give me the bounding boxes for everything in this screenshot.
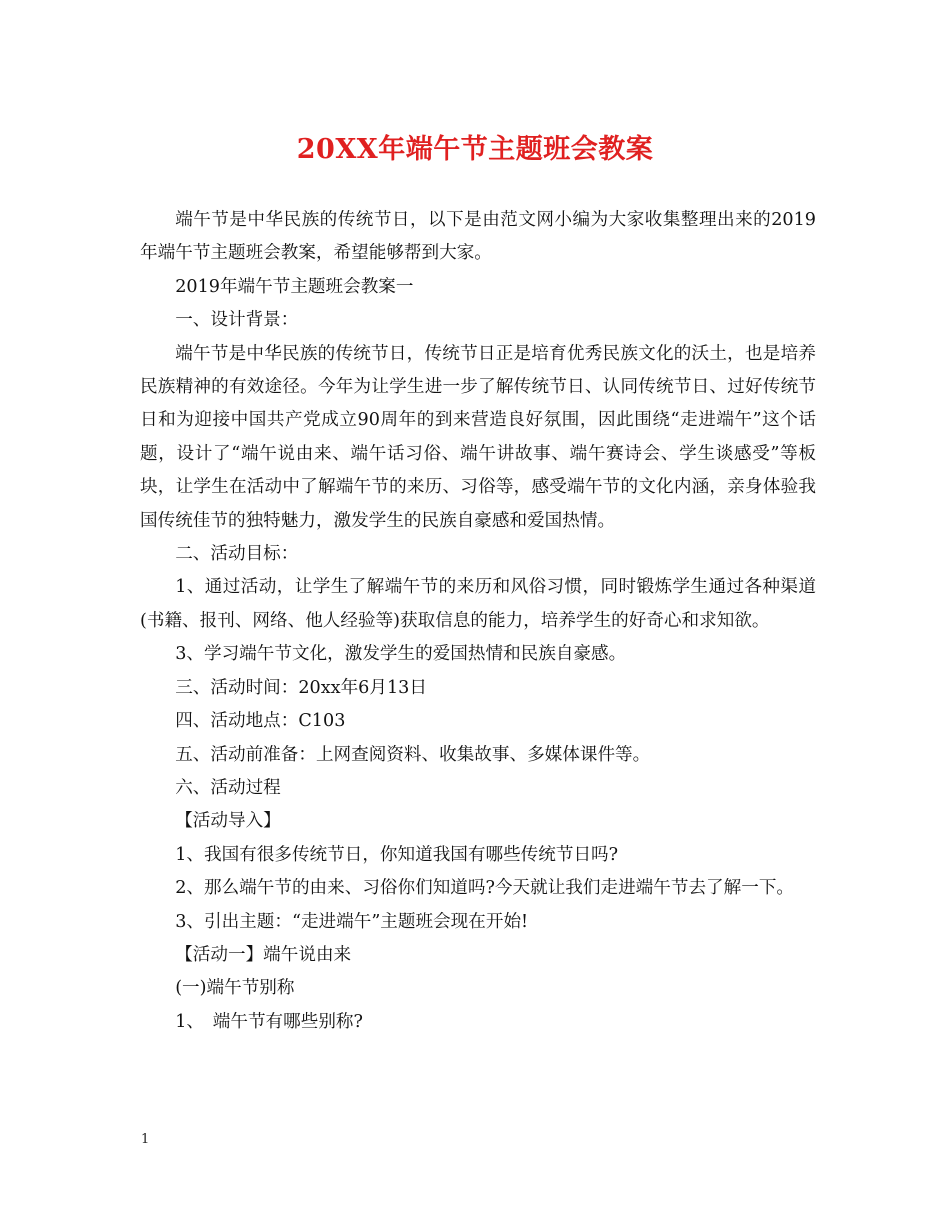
paragraph: 3、引出主题：“走进端午”主题班会现在开始! [175, 911, 529, 932]
paragraph: 六、活动过程 [175, 777, 281, 798]
paragraph: 四、活动地点：C103 [175, 711, 346, 732]
paragraph: (一)端午节别称 [175, 978, 295, 999]
paragraph: 3、学习端午节文化，激发学生的爱国热情和民族自豪感。 [175, 644, 627, 665]
paragraph: 二、活动目标： [175, 544, 299, 565]
paragraph: 1、 端午节有哪些别称? [175, 1011, 363, 1032]
paragraph: 一、设计背景： [175, 310, 299, 331]
paragraph: 【活动一】端午说由来 [175, 944, 352, 965]
paragraph: 端午节是中华民族的传统节日，以下是由范文网小编为大家收集整理出来的2019年端午节主题班会教案，希望能够帮到大家。 [140, 210, 816, 264]
page-number: 1 [141, 1132, 150, 1147]
paragraph: 三、活动时间：20xx年6月13日 [175, 677, 427, 698]
paragraph: 五、活动前准备：上网查阅资料、收集故事、多媒体课件等。 [175, 744, 651, 765]
document-title: 20XX年端午节主题班会教案 [296, 134, 654, 165]
paragraph: 2019年端午节主题班会教案一 [175, 276, 414, 297]
paragraph: 端午节是中华民族的传统节日，传统节日正是培育优秀民族文化的沃土，也是培养民族精神的有效途径。今年为让学生进一步了解传统节日、认同传统节日、过好传统节日和为迎接中国共产党成立90周年的到来营造良好氛围，因此围绕“走进端午”这个话题，设计了“端午说由来、端午话习俗、端午讲故事、端午赛诗会、学生谈感受”等板块，让学生在活动中了解端午节的来历、习俗等，感受端午节的文化内涵，亲身体验我国传统佳节的独特魅力，激发学生的民族自豪感和爱国热情。 [140, 343, 816, 531]
document-body [140, 204, 816, 1039]
paragraph: 2、那么端午节的由来、习俗你们知道吗?今天就让我们走进端午节去了解一下。 [175, 878, 795, 899]
paragraph: 1、我国有很多传统节日，你知道我国有哪些传统节日吗? [175, 844, 619, 865]
paragraph: 1、通过活动，让学生了解端午节的来历和风俗习惯，同时锻炼学生通过各种渠道(书籍、报刊、网络、他人经验等)获取信息的能力，培养学生的好奇心和求知欲。 [140, 577, 816, 631]
paragraph: 【活动导入】 [175, 811, 281, 832]
